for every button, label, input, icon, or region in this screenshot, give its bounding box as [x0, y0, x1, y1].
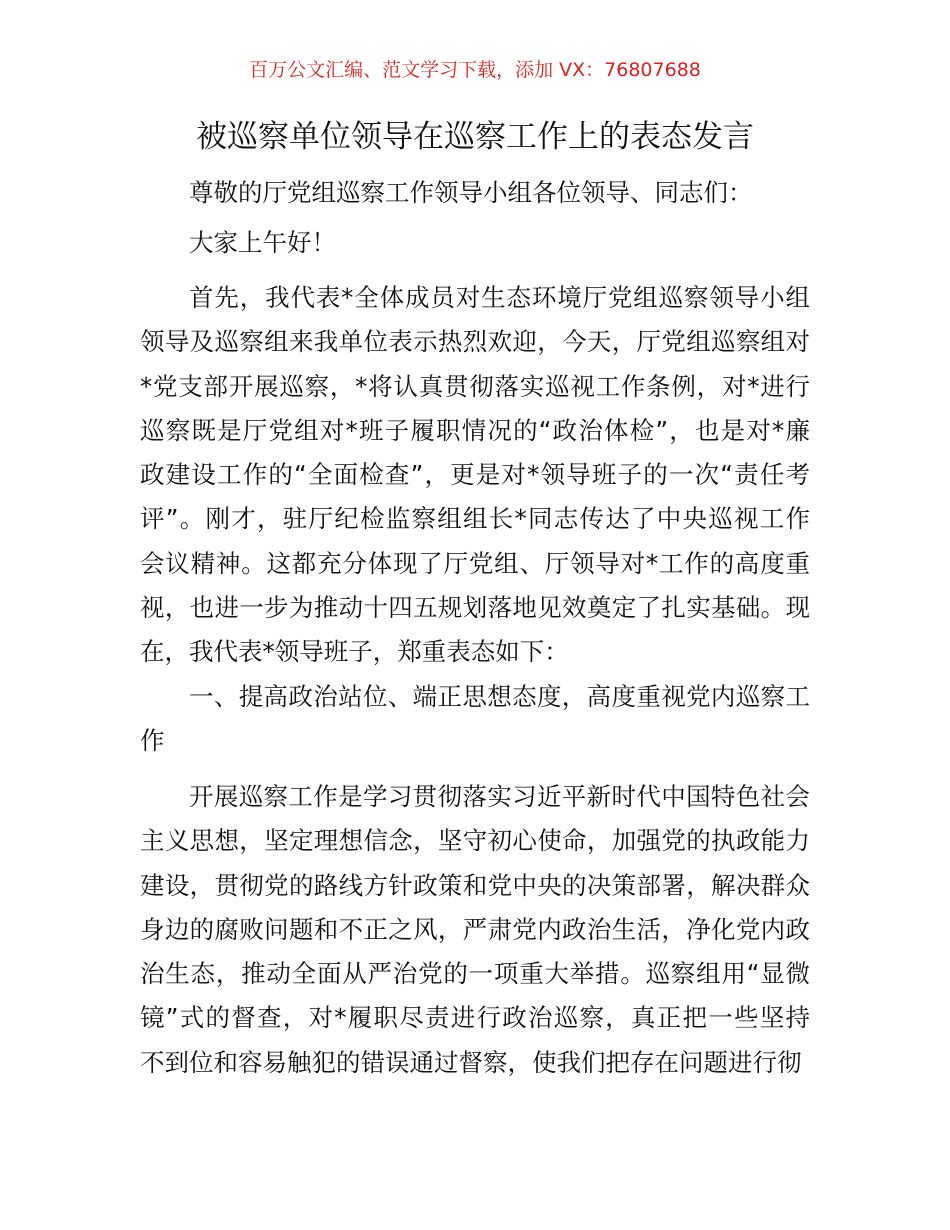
salutation	[140, 171, 810, 215]
text-line: 一、提高政治站位、端正思想态度，高度重视党内巡察工	[189, 682, 810, 711]
document-title: 被巡察单位领导在巡察工作上的表态发言	[196, 119, 754, 155]
text-line: *党支部开展巡察，*将认真贯彻落实巡视工作条例，对*进行	[140, 371, 810, 401]
salutation-text: 尊敬的厅党组巡察工作领导小组各位领导、同志们：	[189, 178, 753, 207]
text-line: 开展巡察工作是学习贯彻落实习近平新时代中国特色社会	[189, 782, 810, 811]
text-line: 在，我代表*领导班子，郑重表态如下：	[140, 637, 569, 667]
text-line: 身边的腐败问题和不正之风，严肃党内政治生活，净化党内政	[140, 914, 810, 944]
text-line: 建设，贯彻党的路线方针政策和党中央的决策部署，解决群众	[140, 870, 810, 900]
text-line: 政建设工作的“全面检查”，更是对*领导班子的一次“责任考	[140, 460, 810, 490]
paragraph-1	[140, 276, 810, 675]
text-line: 视，也进一步为推动十四五规划落地见效奠定了扎实基础。现	[140, 593, 810, 623]
text-line: 治生态，推动全面从严治党的一项重大举措。巡察组用“显微	[140, 959, 810, 989]
text-line: 领导及巡察组来我单位表示热烈欢迎，今天，厅党组巡察组对	[140, 327, 810, 357]
text-line: 不到位和容易触犯的错误通过督察，使我们把存在问题进行彻	[140, 1047, 802, 1077]
greeting-text: 大家上午好！	[189, 228, 336, 257]
header-banner: 百万公文汇编、范文学习下载，添加 VX：76807688	[249, 59, 701, 81]
text-line: 镜”式的督查，对*履职尽责进行政治巡察，真正把一些坚持	[140, 1003, 810, 1033]
paragraph-2	[140, 775, 810, 1085]
text-line: 巡察既是厅党组对*班子履职情况的“政治体检”，也是对*廉	[140, 415, 810, 445]
text-line: 评”。刚才，驻厅纪检监察组组长*同志传达了中央巡视工作	[140, 504, 810, 534]
text-line: 作	[140, 726, 165, 756]
section-1-heading	[140, 675, 810, 764]
text-line: 主义思想，坚定理想信念，坚守初心使命，加强党的执政能力	[140, 826, 810, 856]
greeting	[140, 221, 810, 265]
text-line: 首先，我代表*全体成员对生态环境厅党组巡察领导小组	[189, 283, 810, 312]
text-line: 会议精神。这都充分体现了厅党组、厅领导对*工作的高度重	[140, 548, 810, 578]
